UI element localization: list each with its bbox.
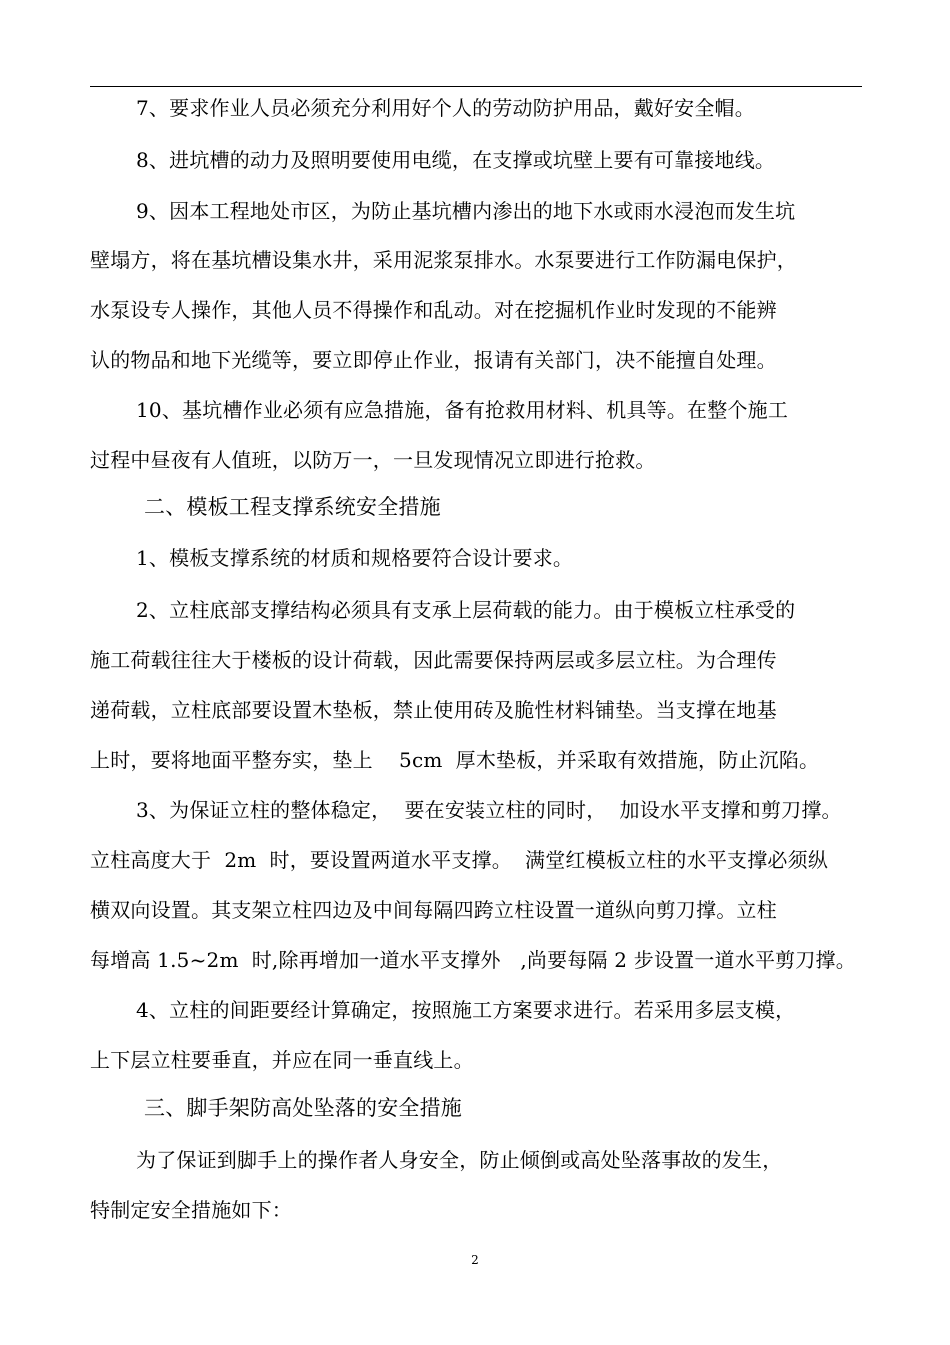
text-line: 施工荷载往往大于楼板的设计荷载，因此需要保持两层或多层立柱。为合理传: [90, 648, 777, 672]
page-number: 2: [471, 1253, 479, 1267]
text-line: 10、基坑槽作业必须有应急措施，备有抢救用材料、机具等。在整个施工: [136, 398, 789, 422]
text-line: 为了保证到脚手上的操作者人身安全，防止倾倒或高处坠落事故的发生，: [136, 1148, 783, 1172]
text-line: 递荷载，立柱底部要设置木垫板，禁止使用砖及脆性材料铺垫。当支撑在地基: [90, 698, 777, 722]
text-line: 认的物品和地下光缆等，要立即停止作业，报请有关部门，决不能擅自处理。: [90, 348, 777, 372]
text-line: 7、要求作业人员必须充分利用好个人的劳动防护用品，戴好安全帽。: [136, 96, 755, 120]
text-line: 横双向设置。其支架立柱四边及中间每隔四跨立柱设置一道纵向剪刀撑。立柱: [90, 898, 777, 922]
text-line: 8、进坑槽的动力及照明要使用电缆，在支撑或坑壁上要有可靠接地线。: [136, 148, 776, 172]
text-line: 立柱高度大于 2m 时，要设置两道水平支撑。 满堂红模板立柱的水平支撑必须纵: [90, 848, 829, 872]
text-line: 1、模板支撑系统的材质和规格要符合设计要求。: [136, 546, 574, 570]
text-line: 壁塌方，将在基坑槽设集水井，采用泥浆泵排水。水泵要进行工作防漏电保护，: [90, 248, 797, 272]
section-heading: 三、脚手架防高处坠落的安全措施: [144, 1096, 462, 1120]
text-line: 3、为保证立柱的整体稳定， 要在安装立柱的同时， 加设水平支撑和剪刀撑。: [136, 798, 842, 822]
header-rule: [90, 86, 862, 87]
text-line: 过程中昼夜有人值班，以防万一，一旦发现情况立即进行抢救。: [90, 448, 656, 472]
text-line: 2、立柱底部支撑结构必须具有支承上层荷载的能力。由于模板立柱承受的: [136, 598, 796, 622]
text-line: 4、立柱的间距要经计算确定，按照施工方案要求进行。若采用多层支模，: [136, 998, 796, 1022]
text-line: 9、因本工程地处市区，为防止基坑槽内渗出的地下水或雨水浸泡而发生坑: [136, 199, 796, 223]
text-line: 特制定安全措施如下：: [90, 1198, 292, 1222]
text-line: 上下层立柱要垂直，并应在同一垂直线上。: [90, 1048, 474, 1072]
text-line: 上时，要将地面平整夯实，垫上 5cm 厚木垫板，并采取有效措施，防止沉陷。: [90, 748, 820, 772]
text-line: 每增高 1.5~2m 时,除再增加一道水平支撑外 ,尚要每隔 2 步设置一道水平剪刀撑。: [90, 948, 856, 972]
text-line: 水泵设专人操作，其他人员不得操作和乱动。对在挖掘机作业时发现的不能辨: [90, 298, 777, 322]
section-heading: 二、模板工程支撑系统安全措施: [144, 495, 441, 519]
